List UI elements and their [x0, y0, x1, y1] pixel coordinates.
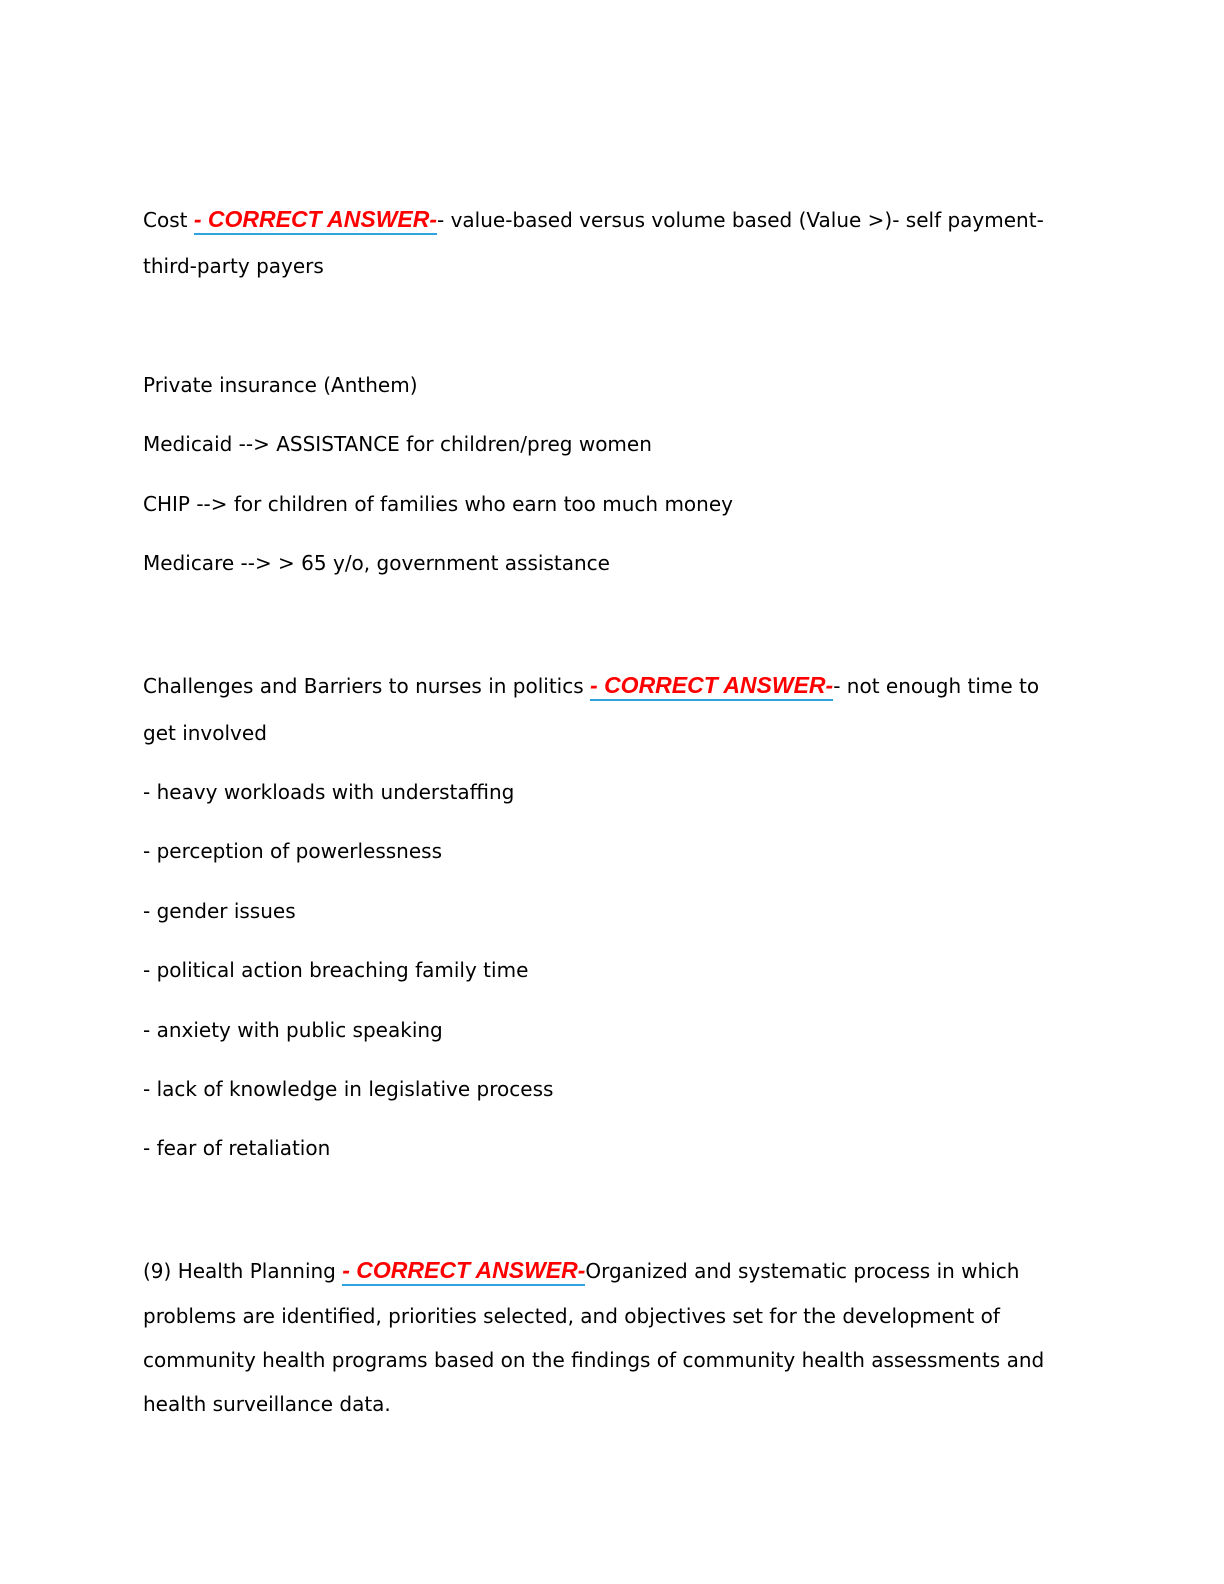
cost-item-medicaid: Medicaid --> ASSISTANCE for children/preg women — [143, 432, 652, 456]
challenges-answer-continuation: get involved — [143, 721, 267, 745]
challenge-item: - heavy workloads with understaffing — [143, 780, 515, 804]
health-planning-answer-text: Organized and systematic process in which — [585, 1259, 1020, 1283]
cost-item-private-insurance: Private insurance (Anthem) — [143, 373, 418, 397]
correct-answer-tag: - CORRECT ANSWER- — [590, 672, 833, 701]
health-planning-question-line — [143, 1258, 1019, 1283]
cost-item-medicare: Medicare --> > 65 y/o, government assistance — [143, 551, 610, 575]
cost-question-line — [143, 207, 1044, 232]
challenges-answer-text: - not enough time to — [833, 674, 1040, 698]
challenge-item: - perception of powerlessness — [143, 839, 442, 863]
health-planning-definition-line: community health programs based on the findings of community health assessments and — [143, 1348, 1045, 1372]
challenge-item: - gender issues — [143, 899, 296, 923]
cost-answer-continuation: third-party payers — [143, 254, 324, 278]
cost-term: Cost — [143, 208, 194, 232]
health-planning-definition-line: problems are identified, priorities selected, and objectives set for the development of — [143, 1304, 1000, 1328]
correct-answer-tag: - CORRECT ANSWER- — [342, 1257, 585, 1286]
challenges-term: Challenges and Barriers to nurses in politics — [143, 674, 591, 698]
challenge-item: - anxiety with public speaking — [143, 1018, 443, 1042]
challenge-item: - political action breaching family time — [143, 958, 529, 982]
health-planning-definition-line: health surveillance data. — [143, 1392, 391, 1416]
challenge-item: - lack of knowledge in legislative process — [143, 1077, 554, 1101]
correct-answer-tag: - CORRECT ANSWER- — [194, 206, 437, 235]
cost-answer-text: - value-based versus volume based (Value >)- self payment- — [437, 208, 1044, 232]
cost-item-chip: CHIP --> for children of families who earn too much money — [143, 492, 733, 516]
challenges-question-line — [143, 673, 1039, 698]
health-planning-term: (9) Health Planning — [143, 1259, 343, 1283]
challenge-item: - fear of retaliation — [143, 1136, 331, 1160]
